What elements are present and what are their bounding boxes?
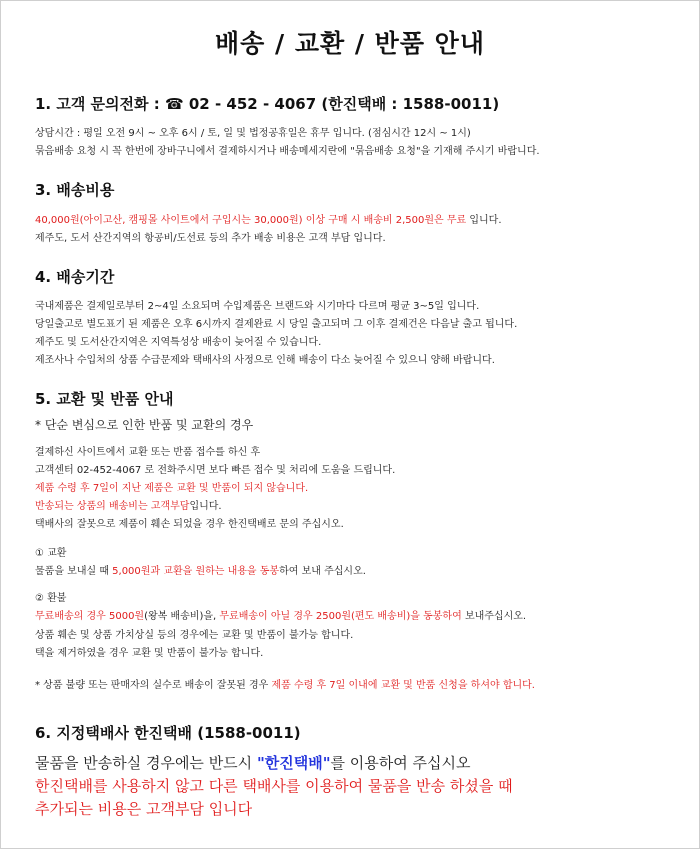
section-6-heading: 6. 지정택배사 한진택배 (1588-0011) [35,724,301,742]
refund-text-red-1: 무료배송의 경우 5000원 [35,611,145,622]
section-3-heading: 3. 배송비용 [35,181,115,199]
exchange-line [35,562,366,577]
section-5-heading: 5. 교환 및 반품 안내 [35,390,174,408]
section-3-line-1 [35,211,502,226]
free-shipping-notice: 40,000원(아이고산, 캠핑몰 사이트에서 구입시는 30,000원) 이상 구매 시 배송비 2,500원은 무료 [35,215,467,226]
exchange-text-a: 물품을 보내실 때 [35,566,113,577]
section-5-line-1: 결제하신 사이트에서 교환 또는 반품 접수를 하신 후 [35,447,261,458]
section-6-line-3: 추가되는 비용은 고객부담 입니다 [35,800,253,818]
section-1-bundle-note: 묶음배송 요청 시 꼭 한번에 장바구니에서 결제하시거나 배송메세지란에 "묶음배송 요청"을 기재해 주시기 바랍니다. [35,146,540,157]
defect-note [35,676,535,691]
refund-line-2: 상품 훼손 및 상품 가치상실 등의 경우에는 교환 및 반품이 불가능 합니다. [35,630,354,641]
section-4-line-4: 제조사나 수입처의 상품 수급문제와 택배사의 사정으로 인해 배송이 다소 늦어질 수 있으니 양해 바랍니다. [35,355,495,366]
section-4-line-2: 당일출고로 별도표기 된 제품은 오후 6시까지 결제완료 시 당일 출고되며 그 이후 결제건은 다음날 출고 됩니다. [35,319,518,330]
section-4-line-1: 국내제품은 결제일로부터 2~4일 소요되며 수입제품은 브랜드와 시기마다 다르며 평균 3~5일 입니다. [35,301,480,312]
refund-text-b: 보내주십시오. [461,611,527,622]
section-1-heading: 1. 고객 문의전화 : ☎ 02 - 452 - 4067 (한진택배 : 1588-0011) [35,95,500,113]
section-5-line-3: 제품 수령 후 7일이 지난 제품은 교환 및 반품이 되지 않습니다. [35,483,309,494]
section-3-line-2: 제주도, 도서 산간지역의 항공비/도선료 등의 추가 배송 비용은 고객 부담 입니다. [35,233,386,244]
refund-text-a: (왕복 배송비)을, [144,611,220,622]
section-4-line-3: 제주도 및 도서산간지역은 지역특성상 배송이 늦어질 수 있습니다. [35,337,322,348]
defect-note-text: * 상품 불량 또는 판매자의 실수로 배송이 잘못된 경우 [35,680,272,691]
free-shipping-tail: 입니다. [466,215,502,226]
section-5-line-2: 고객센터 02-452-4067 로 전화주시면 보다 빠른 접수 및 처리에 도움을 드립니다. [35,465,396,476]
section-5-line-4 [35,497,222,512]
section-6-text-a: 물품을 반송하실 경우에는 반드시 [35,754,257,772]
refund-line-1 [35,607,526,622]
defect-note-red: 제품 수령 후 7일 이내에 교환 및 반품 신청을 하셔야 합니다. [271,680,535,691]
section-4-heading: 4. 배송기간 [35,268,115,286]
exchange-text-b: 하여 보내 주십시오. [279,566,366,577]
return-shipping-tail: 입니다. [189,501,222,512]
section-6-line-1 [35,752,470,773]
page-title: 배송 / 교환 / 반품 안내 [215,29,485,58]
exchange-label: ① 교환 [35,548,67,559]
section-5-line-5: 택배사의 잘못으로 제품이 훼손 되었을 경우 한진택배로 문의 주십시오. [35,519,344,530]
section-6-text-b: 를 이용하여 주십시오 [330,754,471,772]
section-1-hours: 상담시간 : 평일 오전 9시 ~ 오후 6시 / 토, 일 및 법정공휴일은 휴무 입니다. (점심시간 12시 ~ 1시) [35,128,471,139]
return-shipping-cost: 반송되는 상품의 배송비는 고객부담 [35,501,190,512]
hanjin-courier-highlight: "한진택배" [256,754,331,772]
refund-line-3: 택을 제거하였을 경우 교환 및 반품이 불가능 합니다. [35,648,264,659]
refund-text-red-2: 무료배송이 아닐 경우 2500원(편도 배송비)을 동봉하여 [219,611,462,622]
section-5-subheading: * 단순 변심으로 인한 반품 및 교환의 경우 [35,418,254,432]
exchange-text-red: 5,000원과 교환을 원하는 내용을 동봉 [112,566,280,577]
section-6-line-2: 한진택배를 사용하지 않고 다른 택배사를 이용하여 물품을 반송 하셨을 때 [35,777,513,795]
refund-label: ② 환불 [35,593,67,604]
